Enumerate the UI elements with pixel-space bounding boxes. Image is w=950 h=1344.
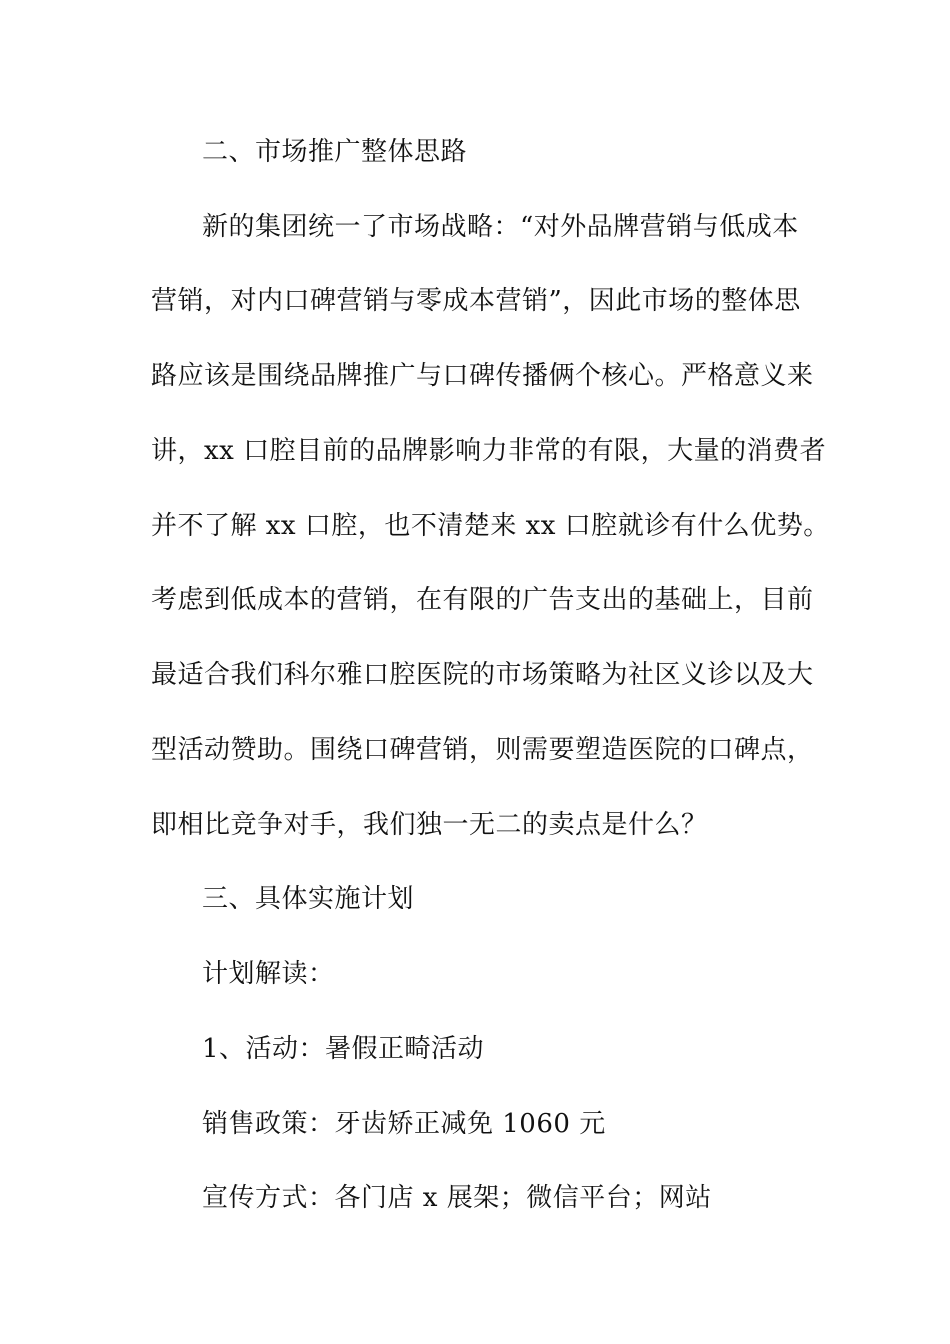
paragraph-line: 即相比竞争对手，我们独一无二的卖点是什么？	[151, 810, 708, 840]
section-heading-3: 三、具体实施计划	[202, 884, 415, 914]
paragraph-line: 营销，对内口碑营销与零成本营销”，因此市场的整体思	[151, 286, 801, 316]
section-heading-2: 二、市场推广整体思路	[202, 137, 468, 167]
paragraph-line: 型活动赞助。围绕口碑营销，则需要塑造医院的口碑点，	[151, 735, 814, 765]
paragraph-line: 最适合我们科尔雅口腔医院的市场策略为社区义诊以及大	[151, 660, 814, 690]
activity-line: 1、活动：暑假正畸活动	[202, 1034, 485, 1064]
promotion-line: 宣传方式：各门店 x 展架；微信平台；网站	[202, 1183, 712, 1213]
paragraph-line: 讲，xx 口腔目前的品牌影响力非常的有限，大量的消费者	[151, 436, 827, 466]
sales-policy-line: 销售政策：牙齿矫正减免 1060 元	[202, 1109, 606, 1139]
paragraph-line: 考虑到低成本的营销，在有限的广告支出的基础上，目前	[151, 585, 814, 615]
paragraph-line: 并不了解 xx 口腔，也不清楚来 xx 口腔就诊有什么优势。	[151, 511, 830, 541]
paragraph-line: 新的集团统一了市场战略：“对外品牌营销与低成本	[202, 212, 799, 242]
paragraph-line: 路应该是围绕品牌推广与口碑传播俩个核心。严格意义来	[151, 361, 814, 391]
plan-label: 计划解读：	[202, 959, 335, 989]
